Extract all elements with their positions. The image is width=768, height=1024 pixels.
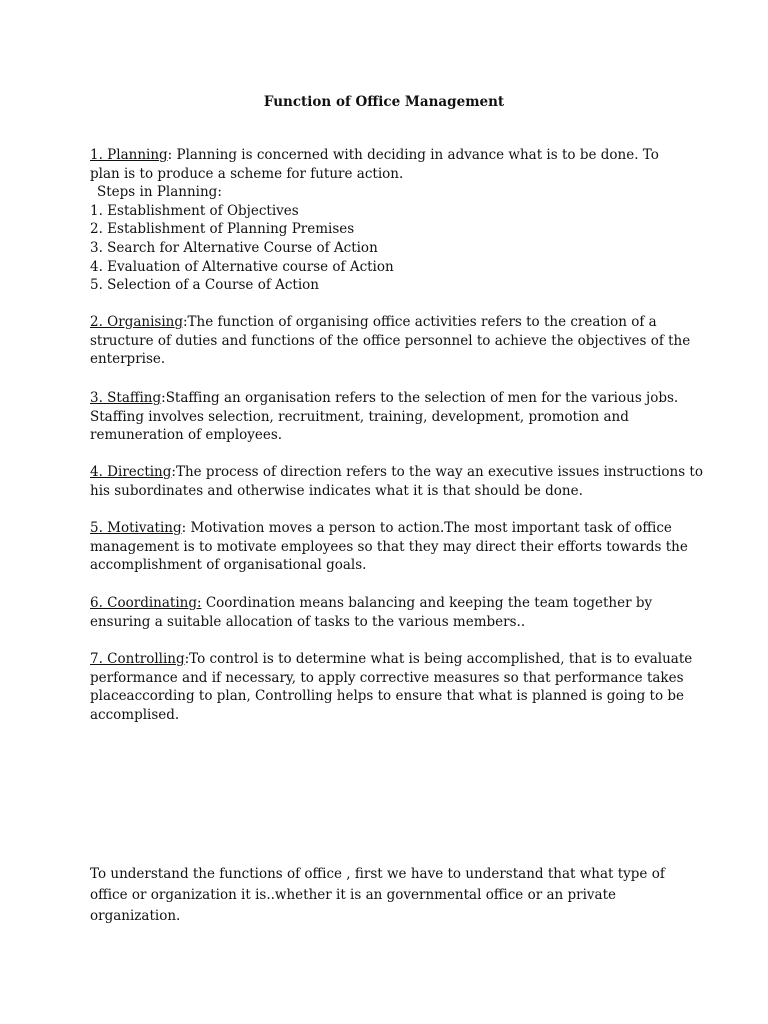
staffing-first-line	[90, 389, 690, 408]
coordinating-heading: 6. Coordinating:	[90, 595, 202, 611]
coordinating-text-line: ensuring a suitable allocation of tasks to the various members..	[90, 613, 526, 630]
closing-paragraph	[90, 864, 690, 927]
motivating-heading: 5. Motivating	[90, 520, 182, 536]
section-coordinating	[90, 594, 690, 631]
section-staffing	[90, 389, 690, 445]
section-controlling	[90, 650, 693, 724]
motivating-first-line	[90, 519, 690, 538]
controlling-text-line: performance and if necessary, to apply corrective measures so that performance takes	[90, 669, 684, 686]
controlling-text-line: accomplised.	[90, 706, 180, 723]
organising-heading: 2. Organising	[90, 314, 183, 330]
planning-steps-heading: Steps in Planning:	[97, 184, 222, 201]
planning-text-line: plan is to produce a scheme for future action.	[90, 165, 404, 182]
motivating-text-line: : Motivation moves a person to action.The most important task of office	[181, 520, 672, 536]
closing-text-line: office or organization it is..whether it is an governmental office or an private	[90, 887, 616, 903]
organising-text-line: enterprise.	[90, 351, 166, 368]
directing-text-line: :The process of direction refers to the way an executive issues instructions to	[171, 464, 703, 480]
closing-text-line: To understand the functions of office , first we have to understand that what type of	[90, 866, 665, 882]
closing-text-line: organization.	[90, 908, 181, 924]
controlling-text-line: :To control is to determine what is being accomplished, that is to evaluate	[184, 651, 693, 667]
section-planning	[90, 146, 690, 295]
directing-first-line	[90, 463, 703, 482]
section-directing	[90, 463, 703, 500]
staffing-heading: 3. Staffing	[90, 390, 162, 406]
planning-step: 2. Establishment of Planning Premises	[90, 221, 355, 238]
coordinating-first-line	[90, 594, 690, 613]
planning-heading: 1. Planning	[90, 147, 168, 163]
planning-text-line: : Planning is concerned with deciding in advance what is to be done. To	[167, 147, 659, 163]
controlling-text-line: placeaccording to plan, Controlling helps to ensure that what is planned is going to be	[90, 688, 684, 705]
staffing-text-line: remuneration of employees.	[90, 427, 283, 444]
staffing-text-line: Staffing involves selection, recruitment, training, development, promotion and	[90, 408, 629, 425]
motivating-text-line: accomplishment of organisational goals.	[90, 557, 367, 574]
planning-step: 4. Evaluation of Alternative course of Action	[90, 258, 394, 275]
coordinating-text-line: Coordination means balancing and keeping the team together by	[201, 595, 653, 611]
organising-first-line	[90, 313, 690, 332]
planning-first-line	[90, 146, 690, 165]
staffing-text-line: :Staffing an organisation refers to the selection of men for the various jobs.	[161, 390, 679, 406]
directing-heading: 4. Directing	[90, 464, 172, 480]
directing-text-line: his subordinates and otherwise indicates what it is that should be done.	[90, 482, 583, 499]
planning-step: 1. Establishment of Objectives	[90, 202, 299, 219]
organising-text-line: :The function of organising office activities refers to the creation of a	[182, 314, 657, 330]
controlling-first-line	[90, 650, 693, 669]
planning-step: 3. Search for Alternative Course of Action	[90, 239, 378, 256]
motivating-text-line: management is to motivate employees so that they may direct their efforts towards the	[90, 538, 688, 555]
planning-step: 5. Selection of a Course of Action	[90, 277, 319, 294]
section-motivating	[90, 519, 690, 575]
document-title: Function of Office Management	[263, 94, 505, 110]
organising-text-line: structure of duties and functions of the office personnel to achieve the objectives of the	[90, 332, 691, 349]
controlling-heading: 7. Controlling	[90, 651, 185, 667]
section-organising	[90, 313, 690, 369]
